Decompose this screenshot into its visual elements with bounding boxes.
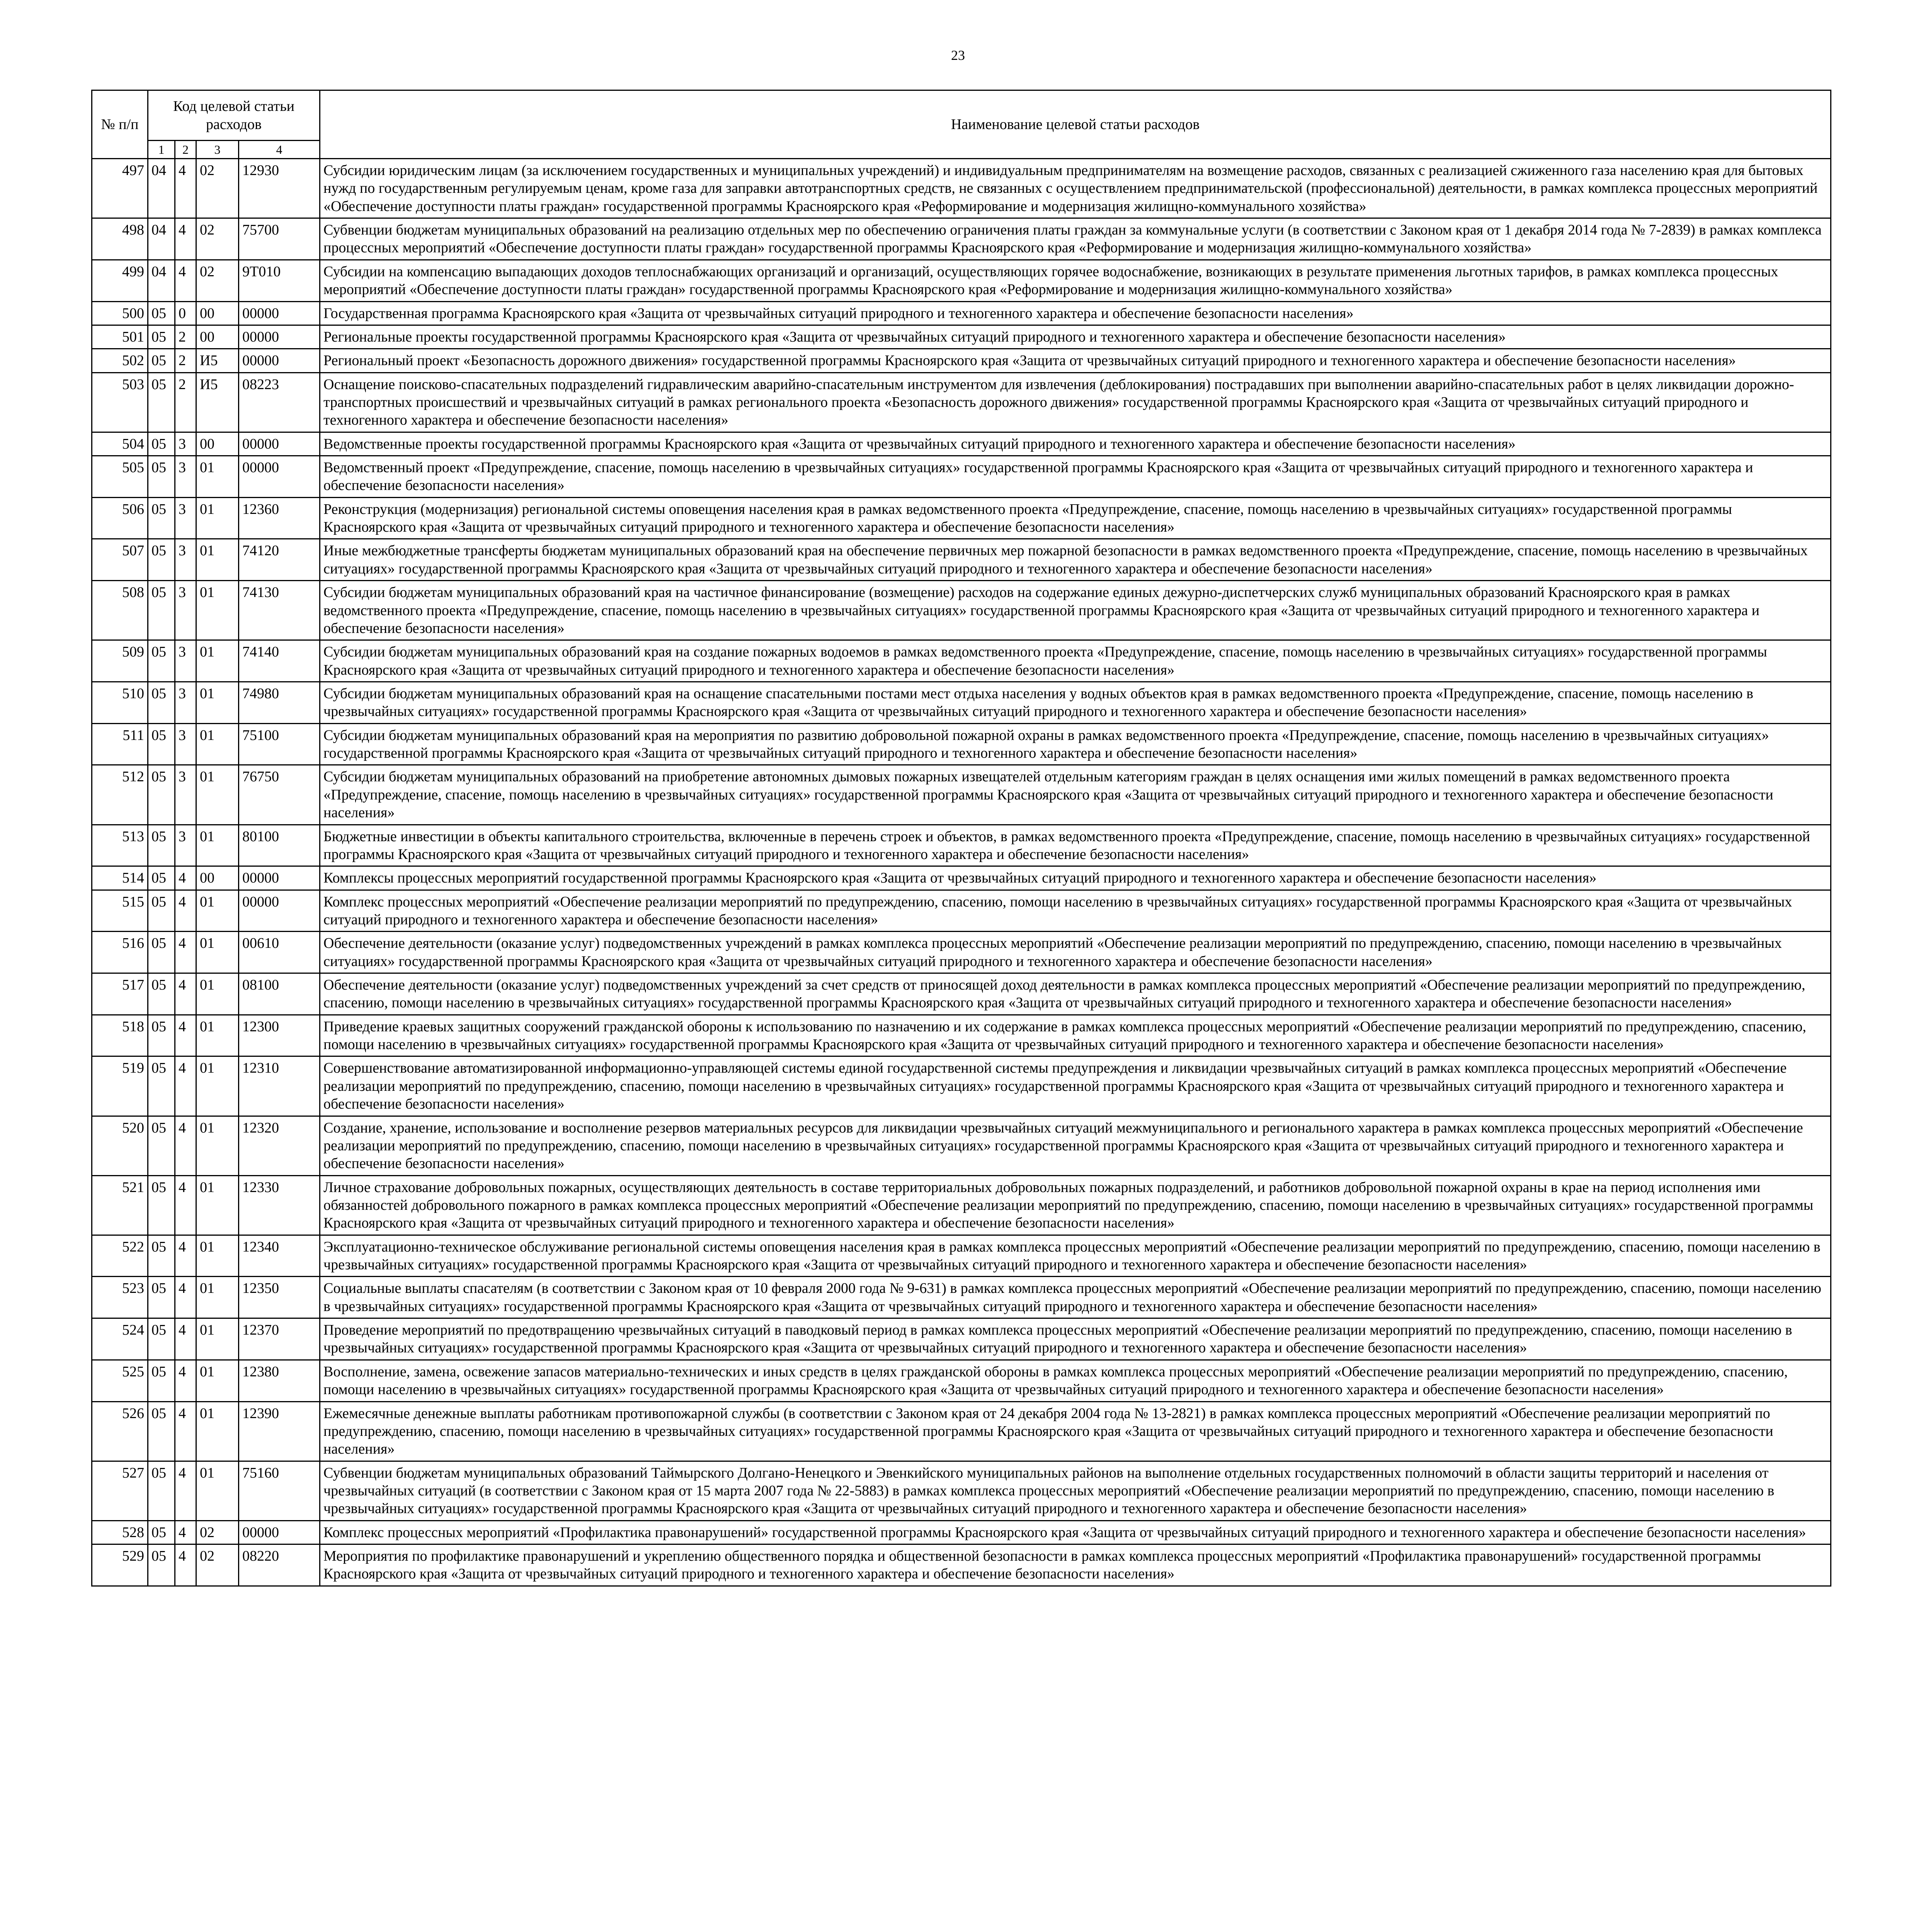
expenditure-name: Восполнение, замена, освежение запасов материально-технических и иных средств в целях гражданской обороны в рамках комплекса процессных мероприятий «Обеспечение реализации мероприятий по предупреждению, спасению, помощи населению в чрезвычайных ситуациях» государственной программы Красноярского края «Защита от чрезвычайных ситуаций природного и техногенного характера и обеспечение безопасности населения» xyxy=(320,1360,1831,1401)
code-part-1: 05 xyxy=(148,1015,175,1056)
code-part-3: 00 xyxy=(196,866,239,890)
expenditure-name: Субвенции бюджетам муниципальных образований Таймырского Долгано-Ненецкого и Эвенкийского муниципальных районов на выполнение отдельных государственных полномочий в области защиты территорий и населения от чрезвычайных ситуаций (в соответствии с Законом края от 15 марта 2007 года № 22-5883) в рамках комплекса процессных мероприятий «Обеспечение реализации мероприятий по предупреждению, спасению, помощи населению в чрезвычайных ситуациях» государственной программы Красноярского края «Защита от чрезвычайных ситуаций природного и техногенного характера и обеспечение безопасности населения» xyxy=(320,1461,1831,1520)
code-part-2: 4 xyxy=(175,159,196,218)
row-number: 503 xyxy=(92,372,148,432)
expenditure-name: Обеспечение деятельности (оказание услуг) подведомственных учреждений за счет средств от приносящей доход деятельности в рамках комплекса процессных мероприятий «Обеспечение реализации мероприятий по предупреждению, спасению, помощи населению в чрезвычайных ситуациях» государственной программы Красноярского края «Защита от чрезвычайных ситуаций природного и техногенного характера и обеспечение безопасности населения» xyxy=(320,973,1831,1015)
table-row xyxy=(92,1235,1831,1277)
code-part-4: 74130 xyxy=(239,581,320,640)
code-part-3: 01 xyxy=(196,1235,239,1277)
code-part-1: 05 xyxy=(148,890,175,932)
expenditure-name: Субвенции бюджетам муниципальных образований на реализацию отдельных мер по обеспечению ограничения платы граждан за коммунальные услуги (в соответствии с Законом края от 1 декабря 2014 года № 7-2839) в рамках комплекса процессных мероприятий «Обеспечение доступности платы граждан» государственной программы Красноярского края «Реформирование и модернизация жилищно-коммунального хозяйства» xyxy=(320,218,1831,260)
header-name: Наименование целевой статьи расходов xyxy=(320,90,1831,159)
code-part-4: 08220 xyxy=(239,1544,320,1586)
header-sub-2: 2 xyxy=(175,141,196,159)
row-number: 525 xyxy=(92,1360,148,1401)
code-part-4: 12340 xyxy=(239,1235,320,1277)
code-part-4: 00000 xyxy=(239,890,320,932)
code-part-4: 12360 xyxy=(239,497,320,539)
code-part-4: 74140 xyxy=(239,640,320,682)
row-number: 520 xyxy=(92,1116,148,1175)
table-row xyxy=(92,1401,1831,1461)
row-number: 519 xyxy=(92,1056,148,1116)
code-part-4: 75100 xyxy=(239,723,320,765)
code-part-2: 3 xyxy=(175,640,196,682)
row-number: 521 xyxy=(92,1175,148,1235)
expenditure-name: Приведение краевых защитных сооружений гражданской обороны к использованию по назначению и их содержание в рамках комплекса процессных мероприятий «Обеспечение реализации мероприятий по предупреждению, спасению, помощи населению в чрезвычайных ситуациях» государственной программы Красноярского края «Защита от чрезвычайных ситуаций природного и техногенного характера и обеспечение безопасности населения» xyxy=(320,1015,1831,1056)
code-part-3: 02 xyxy=(196,1520,239,1544)
code-part-3: 01 xyxy=(196,1056,239,1116)
table-row xyxy=(92,1360,1831,1401)
table-row xyxy=(92,932,1831,973)
code-part-4: 12320 xyxy=(239,1116,320,1175)
expenditure-name: Иные межбюджетные трансферты бюджетам муниципальных образований края на обеспечение первичных мер пожарной безопасности в рамках ведомственного проекта «Предупреждение, спасение, помощь населению в чрезвычайных ситуациях» государственной программы Красноярского края «Защита от чрезвычайных ситуаций природного и техногенного характера и обеспечение безопасности населения» xyxy=(320,539,1831,581)
code-part-2: 4 xyxy=(175,890,196,932)
code-part-4: 00000 xyxy=(239,1520,320,1544)
code-part-2: 4 xyxy=(175,1461,196,1520)
code-part-4: 12380 xyxy=(239,1360,320,1401)
code-part-4: 74120 xyxy=(239,539,320,581)
code-part-1: 05 xyxy=(148,581,175,640)
row-number: 499 xyxy=(92,260,148,301)
code-part-1: 05 xyxy=(148,432,175,456)
table-row xyxy=(92,1116,1831,1175)
table-row xyxy=(92,1461,1831,1520)
row-number: 528 xyxy=(92,1520,148,1544)
code-part-3: 01 xyxy=(196,1461,239,1520)
code-part-1: 05 xyxy=(148,301,175,325)
code-part-1: 05 xyxy=(148,932,175,973)
code-part-1: 05 xyxy=(148,723,175,765)
expenditure-name: Государственная программа Красноярского края «Защита от чрезвычайных ситуаций природного и техногенного характера и обеспечение безопасности населения» xyxy=(320,301,1831,325)
table-row xyxy=(92,1277,1831,1318)
code-part-2: 4 xyxy=(175,973,196,1015)
row-number: 498 xyxy=(92,218,148,260)
row-number: 522 xyxy=(92,1235,148,1277)
table-row xyxy=(92,456,1831,498)
row-number: 509 xyxy=(92,640,148,682)
code-part-4: 76750 xyxy=(239,765,320,825)
code-part-3: 01 xyxy=(196,890,239,932)
code-part-1: 05 xyxy=(148,1461,175,1520)
expenditure-name: Мероприятия по профилактике правонарушений и укреплению общественного порядка и общественной безопасности в рамках комплекса процессных мероприятий «Профилактика правонарушений» государственной программы Красноярского края «Защита от чрезвычайных ситуаций природного и техногенного характера и обеспечение безопасности населения» xyxy=(320,1544,1831,1586)
code-part-2: 4 xyxy=(175,1056,196,1116)
row-number: 511 xyxy=(92,723,148,765)
table-row xyxy=(92,682,1831,723)
code-part-3: 01 xyxy=(196,825,239,866)
code-part-4: 00000 xyxy=(239,325,320,349)
expenditure-name: Субсидии бюджетам муниципальных образований края на частичное финансирование (возмещение) расходов на содержание единых дежурно-диспетчерских служб муниципальных образований Красноярского края в рамках ведомственного проекта «Предупреждение, спасение, помощь населению в чрезвычайных ситуациях» государственной программы Красноярского края «Защита от чрезвычайных ситуаций природного и техногенного характера и обеспечение безопасности населения» xyxy=(320,581,1831,640)
code-part-3: 01 xyxy=(196,1015,239,1056)
code-part-1: 05 xyxy=(148,866,175,890)
expenditure-name: Субсидии бюджетам муниципальных образований края на создание пожарных водоемов в рамках ведомственного проекта «Предупреждение, спасение, помощь населению в чрезвычайных ситуациях» государственной программы Красноярского края «Защита от чрезвычайных ситуаций природного и техногенного характера и обеспечение безопасности населения» xyxy=(320,640,1831,682)
row-number: 507 xyxy=(92,539,148,581)
table-row xyxy=(92,1520,1831,1544)
code-part-1: 05 xyxy=(148,1116,175,1175)
expenditure-name: Совершенствование автоматизированной информационно-управляющей системы единой государственной системы предупреждения и ликвидации чрезвычайных ситуаций в рамках комплекса процессных мероприятий «Обеспечение реализации мероприятий по предупреждению, спасению, помощи населению в чрезвычайных ситуациях» государственной программы Красноярского края «Защита от чрезвычайных ситуаций природного и техногенного характера и обеспечение безопасности населения» xyxy=(320,1056,1831,1116)
code-part-4: 12350 xyxy=(239,1277,320,1318)
code-part-2: 4 xyxy=(175,1360,196,1401)
code-part-4: 75700 xyxy=(239,218,320,260)
code-part-3: 02 xyxy=(196,260,239,301)
table-row xyxy=(92,1015,1831,1056)
code-part-2: 3 xyxy=(175,581,196,640)
row-number: 514 xyxy=(92,866,148,890)
code-part-2: 4 xyxy=(175,1277,196,1318)
code-part-2: 3 xyxy=(175,539,196,581)
code-part-1: 05 xyxy=(148,325,175,349)
table-row xyxy=(92,539,1831,581)
code-part-4: 00000 xyxy=(239,349,320,372)
code-part-2: 4 xyxy=(175,1235,196,1277)
code-part-2: 3 xyxy=(175,825,196,866)
expenditure-name: Региональный проект «Безопасность дорожного движения» государственной программы Красноярского края «Защита от чрезвычайных ситуаций природного и техногенного характера и обеспечение безопасности населения» xyxy=(320,349,1831,372)
code-part-3: 01 xyxy=(196,581,239,640)
row-number: 500 xyxy=(92,301,148,325)
code-part-3: 01 xyxy=(196,497,239,539)
row-number: 497 xyxy=(92,159,148,218)
table-row xyxy=(92,1318,1831,1360)
table-row xyxy=(92,1056,1831,1116)
expenditure-name: Субсидии бюджетам муниципальных образований на приобретение автономных дымовых пожарных извещателей отдельным категориям граждан в целях оснащения ими жилых помещений в рамках ведомственного проекта «Предупреждение, спасение, помощь населению в чрезвычайных ситуациях» государственной программы Красноярского края «Защита от чрезвычайных ситуаций природного и техногенного характера и обеспечение безопасности населения» xyxy=(320,765,1831,825)
code-part-4: 75160 xyxy=(239,1461,320,1520)
expenditure-name: Субсидии на компенсацию выпадающих доходов теплоснабжающих организаций и организаций, осуществляющих горячее водоснабжение, возникающих в результате применения льготных тарифов, в рамках комплекса процессных мероприятий «Обеспечение доступности платы граждан» государственной программы Красноярского края «Реформирование и модернизация жилищно-коммунального хозяйства» xyxy=(320,260,1831,301)
code-part-1: 05 xyxy=(148,1235,175,1277)
row-number: 527 xyxy=(92,1461,148,1520)
header-code: Код целевой статьи расходов xyxy=(148,90,320,141)
code-part-1: 05 xyxy=(148,1318,175,1360)
code-part-4: 12310 xyxy=(239,1056,320,1116)
page-number: 23 xyxy=(951,48,965,63)
code-part-3: 01 xyxy=(196,723,239,765)
table-row xyxy=(92,1544,1831,1586)
code-part-2: 3 xyxy=(175,765,196,825)
row-number: 510 xyxy=(92,682,148,723)
code-part-2: 4 xyxy=(175,1401,196,1461)
code-part-3: 01 xyxy=(196,456,239,498)
table-row xyxy=(92,890,1831,932)
table-row xyxy=(92,260,1831,301)
row-number: 516 xyxy=(92,932,148,973)
expenditure-name: Обеспечение деятельности (оказание услуг) подведомственных учреждений в рамках комплекса процессных мероприятий «Обеспечение реализации мероприятий по предупреждению, спасению, помощи населению в чрезвычайных ситуациях» государственной программы Красноярского края «Защита от чрезвычайных ситуаций природного и техногенного характера и обеспечение безопасности населения» xyxy=(320,932,1831,973)
header-sub-3: 3 xyxy=(196,141,239,159)
expenditure-name: Ведомственный проект «Предупреждение, спасение, помощь населению в чрезвычайных ситуациях» государственной программы Красноярского края «Защита от чрезвычайных ситуаций природного и техногенного характера и обеспечение безопасности населения» xyxy=(320,456,1831,498)
row-number: 526 xyxy=(92,1401,148,1461)
expenditure-name: Эксплуатационно-техническое обслуживание региональной системы оповещения населения края в рамках комплекса процессных мероприятий «Обеспечение реализации мероприятий по предупреждению, спасению, помощи населению в чрезвычайных ситуациях» государственной программы Красноярского края «Защита от чрезвычайных ситуаций природного и техногенного характера и обеспечение безопасности населения» xyxy=(320,1235,1831,1277)
code-part-2: 4 xyxy=(175,1015,196,1056)
code-part-1: 05 xyxy=(148,1401,175,1461)
expenditure-name: Реконструкция (модернизация) региональной системы оповещения населения края в рамках ведомственного проекта «Предупреждение, спасение, помощь населению в чрезвычайных ситуациях» государственной программы Красноярского края «Защита от чрезвычайных ситуаций природного и техногенного характера и обеспечение безопасности населения» xyxy=(320,497,1831,539)
table-row xyxy=(92,723,1831,765)
code-part-2: 3 xyxy=(175,682,196,723)
code-part-1: 05 xyxy=(148,765,175,825)
row-number: 513 xyxy=(92,825,148,866)
table-row xyxy=(92,497,1831,539)
expenditure-name: Ежемесячные денежные выплаты работникам противопожарной службы (в соответствии с Законом края от 24 декабря 2004 года № 13-2821) в рамках комплекса процессных мероприятий «Обеспечение реализации мероприятий по предупреждению, спасению, помощи населению в чрезвычайных ситуациях» государственной программы Красноярского края «Защита от чрезвычайных ситуаций природного и техногенного характера и обеспечение безопасности населения» xyxy=(320,1401,1831,1461)
code-part-4: 08223 xyxy=(239,372,320,432)
code-part-2: 3 xyxy=(175,456,196,498)
code-part-1: 05 xyxy=(148,497,175,539)
table-row xyxy=(92,973,1831,1015)
code-part-2: 4 xyxy=(175,1520,196,1544)
code-part-3: И5 xyxy=(196,349,239,372)
code-part-3: 01 xyxy=(196,1401,239,1461)
row-number: 523 xyxy=(92,1277,148,1318)
code-part-3: 01 xyxy=(196,682,239,723)
row-number: 508 xyxy=(92,581,148,640)
row-number: 506 xyxy=(92,497,148,539)
code-part-4: 00000 xyxy=(239,301,320,325)
code-part-2: 4 xyxy=(175,260,196,301)
code-part-1: 05 xyxy=(148,372,175,432)
code-part-1: 05 xyxy=(148,1520,175,1544)
code-part-2: 4 xyxy=(175,1116,196,1175)
target-expenditure-table xyxy=(91,90,1831,1587)
code-part-1: 05 xyxy=(148,640,175,682)
code-part-1: 05 xyxy=(148,825,175,866)
code-part-3: 01 xyxy=(196,640,239,682)
table-row xyxy=(92,581,1831,640)
code-part-3: 01 xyxy=(196,1175,239,1235)
code-part-2: 0 xyxy=(175,301,196,325)
code-part-3: 01 xyxy=(196,765,239,825)
code-part-3: 01 xyxy=(196,1116,239,1175)
code-part-3: 01 xyxy=(196,1318,239,1360)
code-part-4: 74980 xyxy=(239,682,320,723)
table-row xyxy=(92,432,1831,456)
row-number: 505 xyxy=(92,456,148,498)
header-row-number: № п/п xyxy=(92,90,148,159)
expenditure-name: Оснащение поисково-спасательных подразделений гидравлическим аварийно-спасательным инструментом для извлечения (деблокирования) пострадавших при выполнении аварийно-спасательных работ в целях ликвидации дорожно-транспортных происшествий и чрезвычайных ситуаций в рамках регионального проекта «Безопасность дорожного движения» государственной программы Красноярского края «Защита от чрезвычайных ситуаций природного и техногенного характера и обеспечение безопасности населения» xyxy=(320,372,1831,432)
code-part-3: 00 xyxy=(196,301,239,325)
code-part-4: 12330 xyxy=(239,1175,320,1235)
code-part-1: 05 xyxy=(148,682,175,723)
code-part-3: 02 xyxy=(196,159,239,218)
row-number: 529 xyxy=(92,1544,148,1586)
row-number: 512 xyxy=(92,765,148,825)
code-part-4: 12300 xyxy=(239,1015,320,1056)
row-number: 515 xyxy=(92,890,148,932)
code-part-2: 4 xyxy=(175,932,196,973)
code-part-2: 4 xyxy=(175,218,196,260)
expenditure-name: Создание, хранение, использование и восполнение резервов материальных ресурсов для ликвидации чрезвычайных ситуаций межмуниципального и регионального характера в рамках комплекса процессных мероприятий «Обеспечение реализации мероприятий по предупреждению, спасению, помощи населению в чрезвычайных ситуациях» государственной программы Красноярского края «Защита от чрезвычайных ситуаций природного и техногенного характера и обеспечение безопасности населения» xyxy=(320,1116,1831,1175)
code-part-1: 05 xyxy=(148,1544,175,1586)
code-part-1: 04 xyxy=(148,260,175,301)
code-part-4: 12370 xyxy=(239,1318,320,1360)
expenditure-name: Субсидии юридическим лицам (за исключением государственных и муниципальных учреждений) и индивидуальным предпринимателям на возмещение расходов, связанных с реализацией сжиженного газа населению края для бытовых нужд по государственным регулируемым ценам, кроме газа для заправки автотранспортных средств, не связанных с осуществлением предпринимательской (профессиональной) деятельности, в рамках комплекса процессных мероприятий «Обеспечение доступности платы граждан» государственной программы Красноярского края «Реформирование и модернизация жилищно-коммунального хозяйства» xyxy=(320,159,1831,218)
table-row xyxy=(92,159,1831,218)
code-part-1: 05 xyxy=(148,973,175,1015)
code-part-1: 04 xyxy=(148,218,175,260)
table-row xyxy=(92,866,1831,890)
code-part-1: 05 xyxy=(148,1175,175,1235)
code-part-2: 2 xyxy=(175,349,196,372)
table-row xyxy=(92,640,1831,682)
table-row xyxy=(92,301,1831,325)
code-part-4: 12390 xyxy=(239,1401,320,1461)
table-row xyxy=(92,349,1831,372)
expenditure-name: Комплекс процессных мероприятий «Профилактика правонарушений» государственной программы Красноярского края «Защита от чрезвычайных ситуаций природного и техногенного характера и обеспечение безопасности населения» xyxy=(320,1520,1831,1544)
header-sub-4: 4 xyxy=(239,141,320,159)
code-part-3: 01 xyxy=(196,973,239,1015)
code-part-2: 4 xyxy=(175,1318,196,1360)
table-row xyxy=(92,1175,1831,1235)
code-part-2: 4 xyxy=(175,1175,196,1235)
code-part-4: 00610 xyxy=(239,932,320,973)
code-part-3: 02 xyxy=(196,1544,239,1586)
header-sub-1: 1 xyxy=(148,141,175,159)
code-part-2: 3 xyxy=(175,497,196,539)
expenditure-name: Социальные выплаты спасателям (в соответствии с Законом края от 10 февраля 2000 года № 9-631) в рамках комплекса процессных мероприятий «Обеспечение реализации мероприятий по предупреждению, спасению, помощи населению в чрезвычайных ситуациях» государственной программы Красноярского края «Защита от чрезвычайных ситуаций природного и техногенного характера и обеспечение безопасности населения» xyxy=(320,1277,1831,1318)
code-part-1: 04 xyxy=(148,159,175,218)
table-row xyxy=(92,765,1831,825)
expenditure-name: Комплекс процессных мероприятий «Обеспечение реализации мероприятий по предупреждению, спасению, помощи населению в чрезвычайных ситуациях» государственной программы Красноярского края «Защита от чрезвычайных ситуаций природного и техногенного характера и обеспечение безопасности населения» xyxy=(320,890,1831,932)
table-row xyxy=(92,218,1831,260)
code-part-4: 00000 xyxy=(239,432,320,456)
code-part-3: 01 xyxy=(196,1360,239,1401)
code-part-3: 00 xyxy=(196,432,239,456)
expenditure-name: Ведомственные проекты государственной программы Красноярского края «Защита от чрезвычайных ситуаций природного и техногенного характера и обеспечение безопасности населения» xyxy=(320,432,1831,456)
code-part-3: 01 xyxy=(196,1277,239,1318)
expenditure-name: Бюджетные инвестиции в объекты капитального строительства, включенные в перечень строек и объектов, в рамках ведомственного проекта «Предупреждение, спасение, помощь населению в чрезвычайных ситуациях» государственной программы Красноярского края «Защита от чрезвычайных ситуаций природного и техногенного характера и обеспечение безопасности населения» xyxy=(320,825,1831,866)
code-part-3: 01 xyxy=(196,932,239,973)
code-part-2: 4 xyxy=(175,1544,196,1586)
row-number: 524 xyxy=(92,1318,148,1360)
code-part-3: 02 xyxy=(196,218,239,260)
expenditure-name: Субсидии бюджетам муниципальных образований края на оснащение спасательными постами мест отдыха населения у водных объектов края в рамках ведомственного проекта «Предупреждение, спасение, помощь населению в чрезвычайных ситуациях» государственной программы Красноярского края «Защита от чрезвычайных ситуаций природного и техногенного характера и обеспечение безопасности населения» xyxy=(320,682,1831,723)
code-part-1: 05 xyxy=(148,349,175,372)
code-part-2: 4 xyxy=(175,866,196,890)
code-part-4: 12930 xyxy=(239,159,320,218)
code-part-4: 00000 xyxy=(239,866,320,890)
expenditure-name: Проведение мероприятий по предотвращению чрезвычайных ситуаций в паводковый период в рамках комплекса процессных мероприятий «Обеспечение реализации мероприятий по предупреждению, спасению, помощи населению в чрезвычайных ситуациях» государственной программы Красноярского края «Защита от чрезвычайных ситуаций природного и техногенного характера и обеспечение безопасности населения» xyxy=(320,1318,1831,1360)
code-part-1: 05 xyxy=(148,1056,175,1116)
expenditure-name: Личное страхование добровольных пожарных, осуществляющих деятельность в составе территориальных добровольных пожарных подразделений, и работников добровольной пожарной охраны в крае на период исполнения ими обязанностей добровольного пожарного в рамках комплекса процессных мероприятий «Обеспечение реализации мероприятий по предупреждению, спасению, помощи населению в чрезвычайных ситуациях» государственной программы Красноярского края «Защита от чрезвычайных ситуаций природного и техногенного характера и обеспечение безопасности населения» xyxy=(320,1175,1831,1235)
code-part-1: 05 xyxy=(148,1360,175,1401)
expenditure-name: Комплексы процессных мероприятий государственной программы Красноярского края «Защита от чрезвычайных ситуаций природного и техногенного характера и обеспечение безопасности населения» xyxy=(320,866,1831,890)
row-number: 518 xyxy=(92,1015,148,1056)
expenditure-name: Региональные проекты государственной программы Красноярского края «Защита от чрезвычайных ситуаций природного и техногенного характера и обеспечение безопасности населения» xyxy=(320,325,1831,349)
code-part-2: 3 xyxy=(175,432,196,456)
expenditure-name: Субсидии бюджетам муниципальных образований края на мероприятия по развитию добровольной пожарной охраны в рамках ведомственного проекта «Предупреждение, спасение, помощь населению в чрезвычайных ситуациях» государственной программы Красноярского края «Защита от чрезвычайных ситуаций природного и техногенного характера и обеспечение безопасности населения» xyxy=(320,723,1831,765)
code-part-4: 00000 xyxy=(239,456,320,498)
code-part-4: 9Т010 xyxy=(239,260,320,301)
code-part-2: 2 xyxy=(175,325,196,349)
code-part-2: 2 xyxy=(175,372,196,432)
row-number: 501 xyxy=(92,325,148,349)
code-part-1: 05 xyxy=(148,539,175,581)
row-number: 504 xyxy=(92,432,148,456)
row-number: 502 xyxy=(92,349,148,372)
row-number: 517 xyxy=(92,973,148,1015)
table-row xyxy=(92,825,1831,866)
table-row xyxy=(92,372,1831,432)
code-part-3: 00 xyxy=(196,325,239,349)
code-part-1: 05 xyxy=(148,1277,175,1318)
code-part-3: 01 xyxy=(196,539,239,581)
code-part-3: И5 xyxy=(196,372,239,432)
code-part-4: 80100 xyxy=(239,825,320,866)
code-part-4: 08100 xyxy=(239,973,320,1015)
code-part-1: 05 xyxy=(148,456,175,498)
table-row xyxy=(92,325,1831,349)
code-part-2: 3 xyxy=(175,723,196,765)
